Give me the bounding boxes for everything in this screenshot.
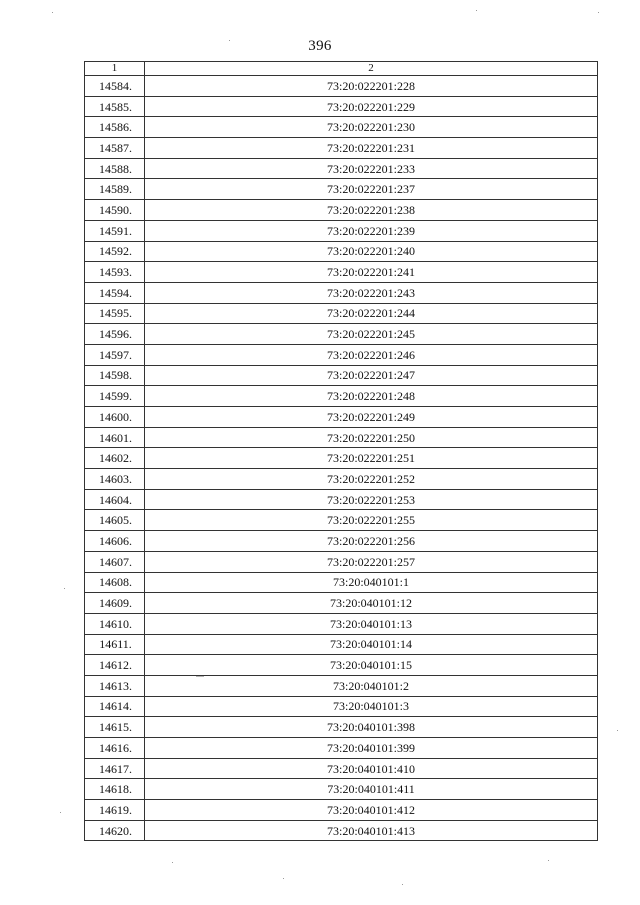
table-row xyxy=(85,738,598,759)
row-number: 14603. xyxy=(85,469,145,490)
cadastral-number: 73:20:022201:257 xyxy=(145,551,598,572)
row-number: 14587. xyxy=(85,138,145,159)
cadastral-number: 73:20:040101:411 xyxy=(145,779,598,800)
cadastral-number: 73:20:040101:3 xyxy=(145,696,598,717)
row-number: 14586. xyxy=(85,117,145,138)
row-number: 14609. xyxy=(85,593,145,614)
cadastral-number: 73:20:040101:14 xyxy=(145,634,598,655)
cadastral-number: 73:20:040101:398 xyxy=(145,717,598,738)
cadastral-number: 73:20:040101:413 xyxy=(145,820,598,841)
row-number: 14596. xyxy=(85,324,145,345)
cadastral-number: 73:20:040101:13 xyxy=(145,613,598,634)
registry-table xyxy=(84,61,598,841)
cadastral-number: 73:20:040101:399 xyxy=(145,738,598,759)
cadastral-number: 73:20:022201:248 xyxy=(145,386,598,407)
cadastral-number: 73:20:040101:15 xyxy=(145,655,598,676)
table-row xyxy=(85,158,598,179)
table-row xyxy=(85,262,598,283)
row-number: 14591. xyxy=(85,220,145,241)
row-number: 14600. xyxy=(85,407,145,428)
cadastral-number: 73:20:040101:2 xyxy=(145,675,598,696)
row-number: 14593. xyxy=(85,262,145,283)
row-number: 14616. xyxy=(85,738,145,759)
page-number: 396 xyxy=(308,38,332,54)
table-row xyxy=(85,324,598,345)
cadastral-number: 73:20:022201:244 xyxy=(145,303,598,324)
row-number: 14598. xyxy=(85,365,145,386)
row-number: 14617. xyxy=(85,758,145,779)
cadastral-number: 73:20:022201:253 xyxy=(145,489,598,510)
row-number: 14588. xyxy=(85,158,145,179)
table-row xyxy=(85,613,598,634)
row-number: 14610. xyxy=(85,613,145,634)
row-number: 14589. xyxy=(85,179,145,200)
cadastral-number: 73:20:022201:252 xyxy=(145,469,598,490)
table-row xyxy=(85,655,598,676)
table-row xyxy=(85,407,598,428)
row-number: 14592. xyxy=(85,241,145,262)
table-row xyxy=(85,76,598,97)
cadastral-number: 73:20:022201:240 xyxy=(145,241,598,262)
table-header-row xyxy=(85,62,598,76)
row-number: 14613. xyxy=(85,675,145,696)
row-number: 14597. xyxy=(85,344,145,365)
table-row xyxy=(85,282,598,303)
row-number: 14611. xyxy=(85,634,145,655)
table-row xyxy=(85,717,598,738)
table-row xyxy=(85,344,598,365)
row-number: 14619. xyxy=(85,800,145,821)
column-header-number: 1 xyxy=(85,62,145,76)
row-number: 14602. xyxy=(85,448,145,469)
cadastral-number: 73:20:040101:412 xyxy=(145,800,598,821)
table-row xyxy=(85,531,598,552)
cadastral-number: 73:20:022201:256 xyxy=(145,531,598,552)
cadastral-number: 73:20:022201:245 xyxy=(145,324,598,345)
table-row xyxy=(85,179,598,200)
row-number: 14595. xyxy=(85,303,145,324)
row-number: 14620. xyxy=(85,820,145,841)
cadastral-number: 73:20:022201:247 xyxy=(145,365,598,386)
table-row xyxy=(85,696,598,717)
table-row xyxy=(85,551,598,572)
cadastral-number: 73:20:040101:410 xyxy=(145,758,598,779)
row-number: 14605. xyxy=(85,510,145,531)
row-number: 14607. xyxy=(85,551,145,572)
row-number: 14618. xyxy=(85,779,145,800)
row-number: 14608. xyxy=(85,572,145,593)
table-row xyxy=(85,96,598,117)
table-row xyxy=(85,758,598,779)
cadastral-number: 73:20:022201:249 xyxy=(145,407,598,428)
row-number: 14604. xyxy=(85,489,145,510)
table-row xyxy=(85,572,598,593)
table-row xyxy=(85,303,598,324)
cadastral-number: 73:20:022201:255 xyxy=(145,510,598,531)
row-number: 14599. xyxy=(85,386,145,407)
cadastral-number: 73:20:040101:12 xyxy=(145,593,598,614)
table-row xyxy=(85,386,598,407)
row-number: 14585. xyxy=(85,96,145,117)
cadastral-number: 73:20:022201:238 xyxy=(145,200,598,221)
cadastral-number: 73:20:022201:250 xyxy=(145,427,598,448)
row-number: 14601. xyxy=(85,427,145,448)
table-row xyxy=(85,138,598,159)
cadastral-number: 73:20:022201:246 xyxy=(145,344,598,365)
table-row xyxy=(85,800,598,821)
table-row xyxy=(85,489,598,510)
table-row xyxy=(85,117,598,138)
table-row xyxy=(85,241,598,262)
cadastral-number: 73:20:022201:230 xyxy=(145,117,598,138)
table-row xyxy=(85,510,598,531)
row-number: 14615. xyxy=(85,717,145,738)
cadastral-number: 73:20:022201:233 xyxy=(145,158,598,179)
table-row xyxy=(85,469,598,490)
cadastral-number: 73:20:022201:243 xyxy=(145,282,598,303)
table-row xyxy=(85,820,598,841)
table-row xyxy=(85,634,598,655)
cadastral-number: 73:20:022201:237 xyxy=(145,179,598,200)
table-row xyxy=(85,200,598,221)
row-number: 14594. xyxy=(85,282,145,303)
table-row xyxy=(85,593,598,614)
table-row xyxy=(85,675,598,696)
cadastral-number: 73:20:022201:239 xyxy=(145,220,598,241)
table-row xyxy=(85,448,598,469)
row-number: 14606. xyxy=(85,531,145,552)
cadastral-number: 73:20:022201:229 xyxy=(145,96,598,117)
cadastral-number: 73:20:022201:231 xyxy=(145,138,598,159)
table-row xyxy=(85,779,598,800)
table-row xyxy=(85,220,598,241)
row-number: 14612. xyxy=(85,655,145,676)
cadastral-number: 73:20:040101:1 xyxy=(145,572,598,593)
cadastral-number: 73:20:022201:228 xyxy=(145,76,598,97)
table-row xyxy=(85,365,598,386)
row-number: 14614. xyxy=(85,696,145,717)
cadastral-number: 73:20:022201:241 xyxy=(145,262,598,283)
cadastral-number: 73:20:022201:251 xyxy=(145,448,598,469)
table-row xyxy=(85,427,598,448)
row-number: 14590. xyxy=(85,200,145,221)
row-number: 14584. xyxy=(85,76,145,97)
column-header-cadastral-code: 2 xyxy=(145,62,598,76)
